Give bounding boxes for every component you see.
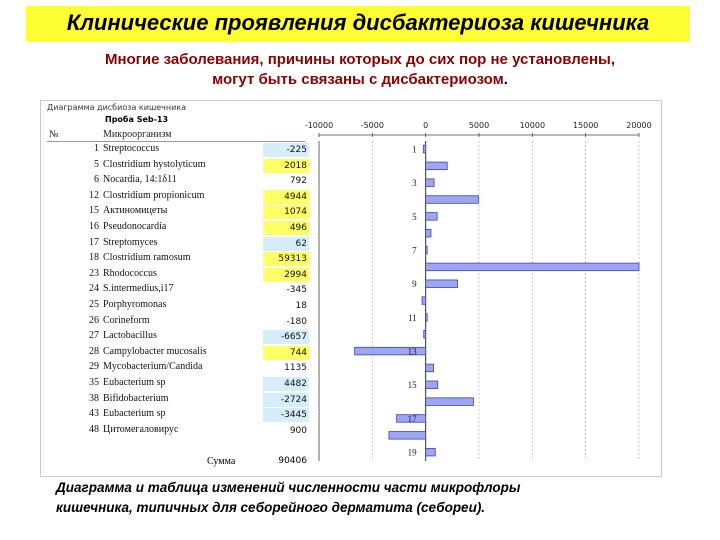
row-organism: Clostridium hystolyticum [103, 158, 206, 170]
column-name-header: Микроорганизм [103, 129, 172, 140]
row-number: 25 [89, 299, 99, 310]
row-value: 18 [295, 301, 307, 311]
category-label: 3 [412, 178, 417, 189]
bar [426, 196, 479, 204]
category-label: 9 [412, 279, 417, 290]
row-organism: Clostridium propionicum [103, 189, 205, 201]
row-number: 35 [89, 377, 99, 388]
row-number: 24 [89, 283, 99, 295]
row-value: -225 [263, 143, 309, 157]
sum-value: 90406 [278, 456, 307, 466]
slide-subtitle [10, 50, 710, 90]
row-value: 59313 [263, 252, 309, 266]
row-number: 28 [89, 345, 99, 357]
row-value: -3445 [263, 408, 309, 422]
bar [426, 179, 434, 187]
row-organism: S.intermedius,i17 [103, 283, 174, 295]
x-tick-label: -10000 [304, 121, 334, 130]
row-organism: Bifidobacterium [103, 392, 169, 404]
category-label: 15 [407, 380, 417, 391]
sample-label: Проба Seb-13 [105, 115, 169, 124]
row-value: 2018 [263, 159, 309, 173]
bar [426, 246, 428, 254]
row-value: 4482 [263, 377, 309, 391]
row-organism: Rhodococcus [103, 267, 157, 279]
row-number: 16 [89, 221, 99, 232]
x-tick-label: 10000 [519, 121, 546, 130]
category-label: 19 [407, 447, 417, 458]
row-value: 1074 [263, 205, 309, 219]
row-number: 12 [89, 189, 99, 201]
subtitle-line-2-text: могут быть связаны с дисбактериозом [212, 71, 504, 88]
row-number: 29 [89, 361, 99, 373]
bar [389, 432, 426, 440]
row-value: 1135 [284, 363, 307, 374]
row-number: 43 [89, 408, 99, 420]
sum-label: Сумма [207, 456, 236, 467]
category-label: 5 [412, 211, 417, 222]
x-tick-label: 20000 [626, 121, 652, 130]
row-organism: Eubacterium sp [103, 408, 166, 420]
row-organism: Цитомегаловирус [103, 423, 179, 435]
subtitle-period: . [503, 71, 508, 88]
category-label: 11 [407, 312, 417, 323]
row-number: 6 [94, 174, 99, 186]
bar [423, 145, 425, 153]
header-divider [47, 141, 305, 142]
bar [426, 162, 448, 170]
bar [424, 330, 426, 338]
row-organism: Nocardia, 14:1δ11 [103, 174, 177, 186]
x-tick-label: 0 [423, 121, 429, 130]
subtitle-line-2 [10, 70, 710, 90]
bar [426, 314, 428, 322]
bar [422, 297, 426, 305]
bar [426, 213, 437, 221]
category-label: 7 [412, 245, 417, 256]
row-value: 496 [263, 221, 309, 235]
x-tick-label: -5000 [360, 121, 384, 130]
row-value: -180 [286, 316, 307, 327]
category-label: 13 [407, 346, 417, 357]
row-number: 5 [94, 158, 99, 170]
row-number: 27 [89, 330, 99, 342]
row-organism: Актиномицеты [103, 205, 168, 217]
figure-caption [56, 478, 656, 518]
row-organism: Mycobacterium/Candida [103, 361, 203, 373]
x-tick-label: 5000 [468, 121, 490, 130]
row-organism: Corineform [103, 314, 150, 326]
table-heading: Диаграмма дисбиоза кишечника [47, 103, 187, 112]
column-number-header: № [49, 129, 59, 140]
row-organism: Lactobacillus [103, 330, 157, 342]
bar [426, 381, 438, 389]
bar [426, 229, 431, 237]
bar [426, 263, 639, 271]
row-organism: Porphyromonas [103, 299, 167, 310]
row-organism: Pseudonocardia [103, 221, 167, 232]
row-number: 48 [89, 423, 99, 435]
row-value: -2724 [263, 393, 309, 407]
row-value: 900 [289, 425, 307, 436]
row-value: 62 [263, 237, 309, 251]
row-organism: Streptomyces [103, 236, 158, 248]
row-value: -345 [286, 285, 307, 296]
bar-chart [304, 115, 652, 463]
row-organism: Clostridium ramosum [103, 252, 191, 264]
row-value: 2994 [263, 268, 309, 282]
row-number: 23 [89, 267, 99, 279]
row-value: -6657 [263, 330, 309, 344]
row-number: 15 [89, 205, 99, 217]
row-number: 38 [89, 392, 99, 404]
row-number: 1 [94, 143, 99, 154]
bar [426, 364, 434, 372]
row-number: 18 [89, 252, 99, 264]
slide-title: Клинические проявления дисбактериоза кишечника [66, 10, 650, 35]
row-organism: Campylobacter mucosalis [103, 345, 207, 357]
figure-panel [40, 100, 662, 477]
caption-line-2: кишечника, типичных для себорейного дерматита (себореи). [56, 500, 486, 515]
row-value: 4944 [263, 190, 309, 204]
caption-line-1: Диаграмма и таблица изменений численности части микрофлоры [56, 480, 521, 495]
bar [426, 280, 458, 288]
row-value: 744 [263, 346, 309, 360]
row-organism: Eubacterium sp [103, 377, 166, 388]
row-number: 17 [89, 236, 99, 248]
category-label: 1 [412, 144, 417, 155]
bar [426, 448, 436, 456]
x-tick-label: 15000 [572, 121, 599, 130]
subtitle-line-1: Многие заболевания, причины которых до сих пор не установлены, [104, 51, 616, 68]
row-organism: Streptococcus [103, 143, 160, 154]
row-value: 792 [289, 176, 307, 187]
bar [426, 398, 474, 406]
category-label: 17 [407, 413, 417, 424]
row-number: 26 [89, 314, 99, 326]
title-bar [26, 6, 690, 42]
